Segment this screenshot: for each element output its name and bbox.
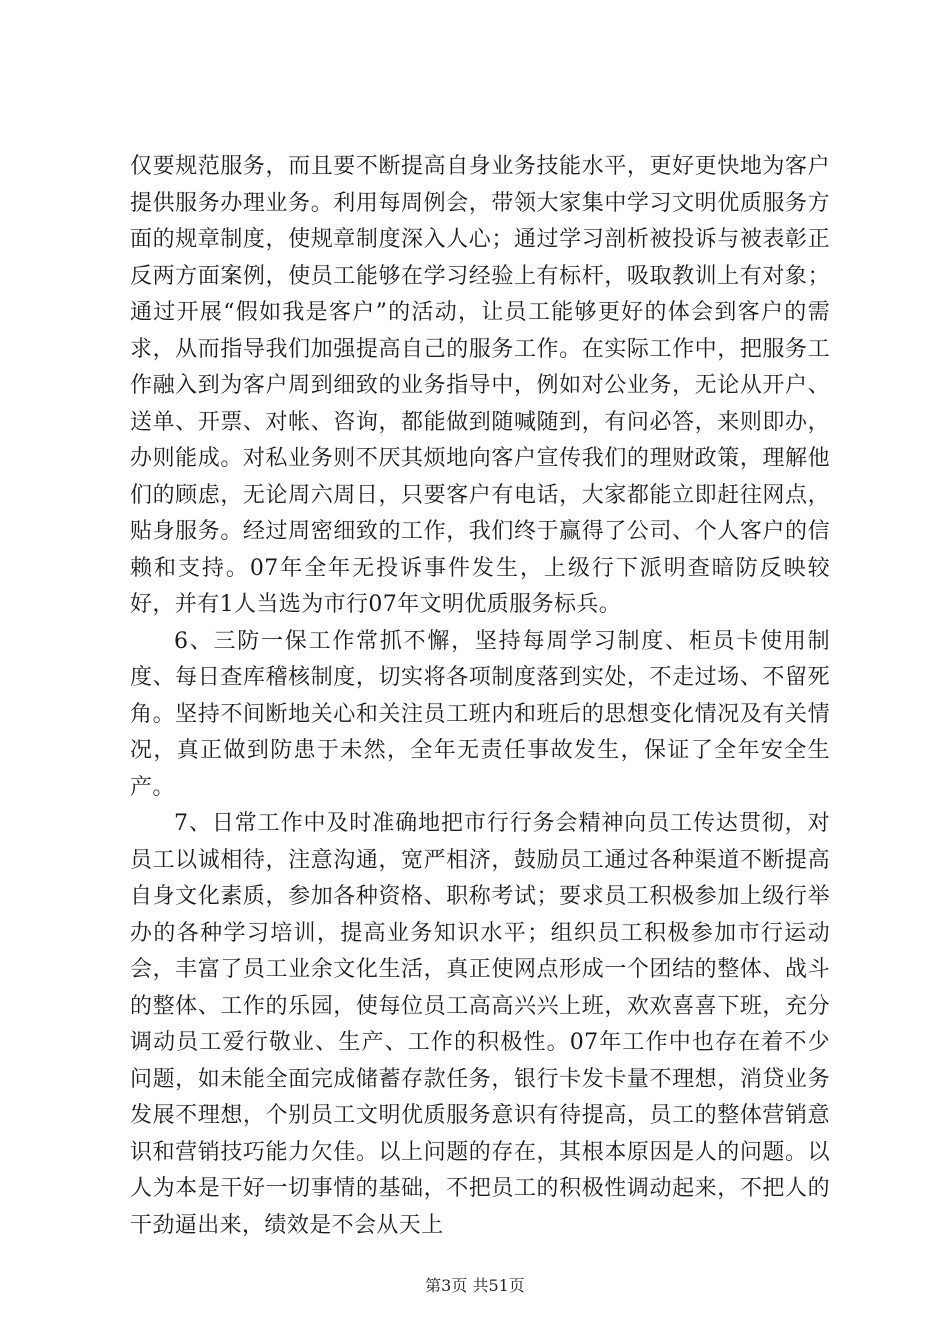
page-number-footer: 第3页 共51页 (425, 1276, 525, 1295)
paragraph-item-7: 7、日常工作中及时准确地把市行行务会精神向员工传达贯彻，对员工以诚相待，注意沟通，宽严相济，鼓励员工通过各种渠道不断提高自身文化素质，参加各种资格、职称考试；要求员工积极参加上级行举办的各种学习培训，提高业务知识水平；组织员工积极参加市行运动会，丰富了员工业余文化生活，真正使网点形成一个团结的整体、战斗的整体、工作的乐园，使每位员工高高兴兴上班，欢欢喜喜下班，充分调动员工爱行敬业、生产、工作的积极性。07年工作中也存在着不少问题，如未能全面完成储蓄存款任务，银行卡发卡量不理想，消贷业务发展不理想，个别员工文明优质服务意识有待提高，员工的整体营销意识和营销技巧能力欠佳。以上问题的存在，其根本原因是人的问题。以人为本是干好一切事情的基础，不把员工的积极性调动起来，不把人的干劲逼出来，绩效是不会从天上 (130, 811, 830, 1238)
document-body (130, 149, 830, 1244)
paragraph-continuation: 仅要规范服务，而且要不断提高自身业务技能水平，更好更快地为客户提供服务办理业务。利用每周例会，带领大家集中学习文明优质服务方面的规章制度，使规章制度深入人心；通过学习剖析被投诉与被表彰正反两方面案例，使员工能够在学习经验上有标杆，吸取教训上有对象；通过开展“假如我是客户”的活动，让员工能够更好的体会到客户的需求，从而指导我们加强提高自己的服务工作。在实际工作中，把服务工作融入到为客户周到细致的业务指导中，例如对公业务，无论从开户、送单、开票、对帐、咨询，都能做到随喊随到，有问必答，来则即办，办则能成。对私业务则不厌其烦地向客户宣传我们的理财政策，理解他们的顾虑，无论周六周日，只要客户有电话，大家都能立即赶往网点，贴身服务。经过周密细致的工作，我们终于赢得了公司、个人客户的信赖和支持。07年全年无投诉事件发生，上级行下派明查暗防反映较好，并有1人当选为市行07年文明优质服务标兵。 (130, 154, 830, 617)
paragraph-item-6: 6、三防一保工作常抓不懈，坚持每周学习制度、柜员卡使用制度、每日查库稽核制度，切实将各项制度落到实处，不走过场、不留死角。坚持不间断地关心和关注员工班内和班后的思想变化情况及有关情况，真正做到防患于未然，全年无责任事故发生，保证了全年安全生产。 (130, 628, 830, 800)
